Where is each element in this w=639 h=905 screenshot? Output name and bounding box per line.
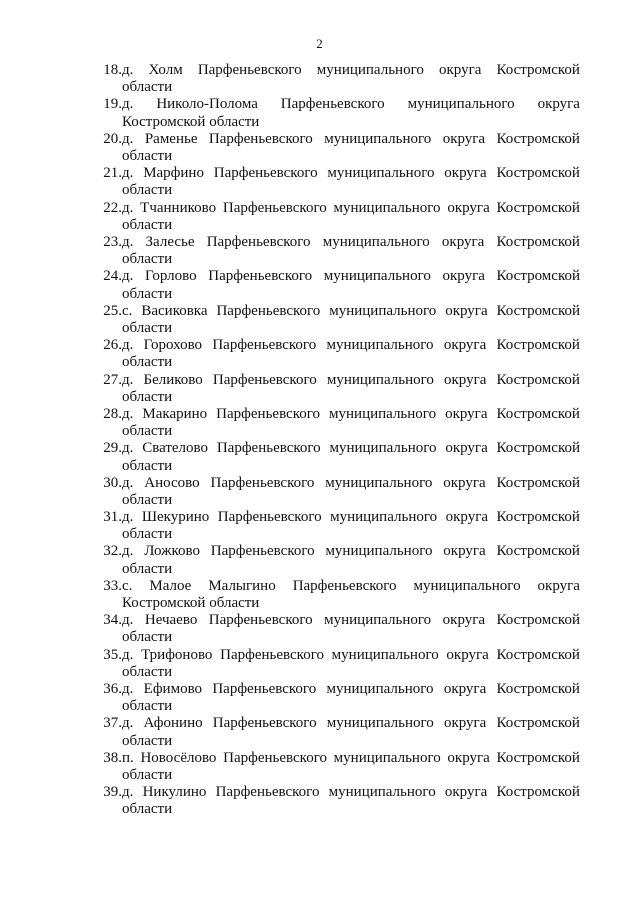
- word: Костромской: [496, 749, 580, 766]
- list-item-line-2: Костромской области: [122, 595, 260, 612]
- list-item-number: [86, 268, 122, 302]
- word: д.: [122, 165, 134, 182]
- list-item-number-text: 37.: [103, 715, 122, 732]
- word: Шекурино: [141, 509, 210, 526]
- word: Новосёлово: [140, 749, 217, 766]
- list-item-line-1: [122, 234, 580, 251]
- list-item-number: [86, 715, 122, 749]
- list-item-text: [122, 784, 580, 818]
- word: Парфеньевского: [208, 130, 313, 147]
- list-item-number-text: 20.: [103, 130, 122, 147]
- word: Аносово: [144, 474, 200, 491]
- list-item-line-1: [122, 62, 580, 79]
- word: округа: [442, 612, 486, 629]
- list-item-number: [86, 406, 122, 440]
- list-item-line-1: [122, 543, 580, 560]
- word: Малое: [149, 577, 192, 594]
- word: Горлово: [145, 268, 197, 285]
- list-item-number-text: 28.: [103, 405, 122, 422]
- word: Парфеньевского: [197, 62, 302, 78]
- list-item-number: [86, 131, 122, 165]
- word: Никулино: [142, 784, 207, 801]
- list-item-line-1: [122, 337, 580, 354]
- list-item-number: [86, 475, 122, 509]
- word: Холм: [148, 62, 183, 78]
- word: д.: [122, 681, 134, 698]
- word: муниципального: [329, 440, 437, 457]
- list-item-number: [86, 337, 122, 371]
- word: д.: [122, 199, 134, 216]
- list-item-line-2: области: [122, 698, 173, 715]
- word: д.: [122, 96, 134, 113]
- word: округа: [447, 199, 490, 216]
- list-item-number: [86, 303, 122, 337]
- word: муниципального: [326, 715, 434, 732]
- list-item: [86, 612, 580, 646]
- list-item: [86, 372, 580, 406]
- list-item-text: [122, 475, 580, 509]
- list-item-number-text: 19.: [103, 96, 122, 113]
- list-item-number-text: 32.: [103, 543, 122, 560]
- list-item-line-2: области: [122, 767, 173, 784]
- word: д.: [122, 715, 134, 732]
- list-item: [86, 165, 580, 199]
- list-item-line-1: [122, 784, 580, 801]
- word: д.: [122, 268, 134, 285]
- list-item-line-2: области: [122, 560, 173, 577]
- list-item-number: [86, 509, 122, 543]
- list-item-number: [86, 165, 122, 199]
- word: округа: [444, 165, 487, 182]
- list-item-number: [86, 62, 122, 96]
- list-item-number: [86, 647, 122, 681]
- list-item-number-text: 34.: [103, 612, 122, 629]
- list-item-number: [86, 784, 122, 818]
- word: Парфеньевского: [217, 509, 322, 526]
- word: округа: [537, 577, 580, 594]
- list-item-number: [86, 372, 122, 406]
- list-item-line-2: области: [122, 388, 173, 405]
- word: муниципального: [325, 543, 433, 560]
- word: Свателово: [142, 440, 209, 457]
- word: муниципального: [326, 337, 434, 354]
- word: муниципального: [325, 474, 433, 491]
- list-item-number-text: 35.: [103, 646, 122, 663]
- list-item-text: [122, 543, 580, 577]
- word: Тчанниково: [140, 199, 217, 216]
- word: д.: [122, 646, 134, 663]
- word: Парфеньевского: [208, 268, 313, 285]
- word: округа: [443, 543, 486, 560]
- word: д.: [122, 474, 134, 491]
- list-item-line-2: области: [122, 801, 173, 818]
- word: Парфеньевского: [216, 405, 321, 422]
- word: Парфеньевского: [215, 784, 320, 801]
- word: округа: [442, 268, 485, 285]
- word: округа: [438, 62, 482, 78]
- word: Парфеньевского: [223, 749, 327, 766]
- word: Парфеньевского: [213, 165, 318, 182]
- list-item-line-1: [122, 268, 580, 285]
- list-item-number-text: 29.: [103, 440, 122, 457]
- word: округа: [445, 440, 488, 457]
- word: муниципального: [324, 612, 432, 629]
- list-item-number-text: 23.: [103, 233, 122, 250]
- list-item-line-1: [122, 647, 580, 664]
- list-item-line-1: [122, 96, 580, 113]
- list-item-number: [86, 440, 122, 474]
- list-item: [86, 475, 580, 509]
- word: муниципального: [328, 784, 436, 801]
- word: п.: [122, 749, 134, 766]
- word: муниципального: [327, 165, 435, 182]
- word: Нечаево: [144, 612, 198, 629]
- word: округа: [446, 646, 489, 663]
- list-item-number-text: 30.: [103, 474, 122, 491]
- word: муниципального: [326, 371, 434, 388]
- word: Парфеньевского: [212, 337, 317, 354]
- list-item-text: [122, 96, 580, 130]
- settlement-list: [86, 62, 580, 819]
- word: Марфино: [143, 165, 204, 182]
- word: муниципального: [323, 268, 431, 285]
- list-item-number-text: 22.: [103, 199, 122, 216]
- list-item-text: [122, 440, 580, 474]
- list-item-line-2: области: [122, 526, 173, 543]
- word: муниципального: [326, 681, 434, 698]
- word: муниципального: [413, 577, 521, 594]
- word: Николо-Полома: [156, 96, 258, 113]
- list-item: [86, 750, 580, 784]
- list-item-text: [122, 578, 580, 612]
- word: Парфеньевского: [212, 681, 317, 698]
- list-item-line-1: [122, 200, 580, 217]
- word: Костромской: [496, 509, 580, 526]
- word: Горохово: [143, 337, 203, 354]
- word: округа: [447, 749, 490, 766]
- word: Макарино: [142, 405, 208, 422]
- word: округа: [443, 681, 487, 698]
- list-item-line-2: области: [122, 663, 173, 680]
- list-item-line-2: области: [122, 629, 173, 646]
- list-item-text: [122, 647, 580, 681]
- list-item: [86, 268, 580, 302]
- list-item: [86, 131, 580, 165]
- word: муниципального: [333, 749, 441, 766]
- word: Парфеньевского: [212, 371, 317, 388]
- word: д.: [122, 543, 134, 560]
- list-item-line-2: области: [122, 285, 173, 302]
- word: Парфеньевского: [208, 612, 313, 629]
- word: д.: [122, 784, 134, 801]
- word: д.: [122, 337, 134, 354]
- word: муниципального: [324, 130, 432, 147]
- word: Ложково: [144, 543, 200, 560]
- list-item-line-2: области: [122, 457, 173, 474]
- word: Костромской: [496, 233, 580, 250]
- list-item-number-text: 18.: [103, 62, 122, 78]
- word: Парфеньевского: [222, 199, 327, 216]
- word: д.: [122, 233, 134, 250]
- list-item-line-2: Костромской области: [122, 113, 260, 130]
- word: Парфеньевского: [220, 646, 324, 663]
- list-item-line-1: [122, 681, 580, 698]
- word: Костромской: [496, 405, 580, 422]
- list-item-text: [122, 406, 580, 440]
- page-number: 2: [316, 36, 323, 51]
- list-item-line-1: [122, 440, 580, 457]
- list-item: [86, 96, 580, 130]
- word: д.: [122, 405, 134, 422]
- word: Костромской: [496, 681, 580, 698]
- word: д.: [122, 612, 134, 629]
- list-item-number: [86, 96, 122, 130]
- list-item-number-text: 33.: [103, 577, 122, 594]
- list-item-number: [86, 612, 122, 646]
- word: Костромской: [496, 543, 580, 560]
- word: округа: [443, 474, 486, 491]
- list-item-number-text: 39.: [103, 784, 122, 801]
- word: округа: [537, 96, 580, 113]
- word: с.: [122, 577, 133, 594]
- word: муниципального: [322, 233, 430, 250]
- list-item-text: [122, 372, 580, 406]
- list-item: [86, 303, 580, 337]
- word: Парфеньевского: [216, 440, 321, 457]
- word: муниципального: [331, 646, 439, 663]
- list-item-number-text: 25.: [103, 302, 122, 319]
- list-item: [86, 578, 580, 612]
- word: Парфеньевского: [212, 715, 317, 732]
- word: Трифоново: [141, 646, 213, 663]
- list-item: [86, 406, 580, 440]
- list-item-number-text: 31.: [103, 509, 122, 526]
- list-item-line-2: области: [122, 354, 173, 371]
- list-item-number-text: 38.: [103, 749, 122, 766]
- word: округа: [443, 337, 487, 354]
- word: муниципального: [333, 199, 441, 216]
- list-item-text: [122, 612, 580, 646]
- word: д.: [122, 371, 134, 388]
- list-item-line-1: [122, 509, 580, 526]
- word: Беликово: [143, 371, 203, 388]
- list-item: [86, 681, 580, 715]
- list-item-line-1: [122, 715, 580, 732]
- list-item-line-2: области: [122, 147, 173, 164]
- list-item-line-1: [122, 303, 580, 320]
- list-item-number: [86, 578, 122, 612]
- list-item: [86, 784, 580, 818]
- list-item-line-2: области: [122, 251, 173, 268]
- word: округа: [443, 715, 487, 732]
- list-item-line-2: области: [122, 423, 173, 440]
- list-item: [86, 337, 580, 371]
- list-item-number: [86, 234, 122, 268]
- word: муниципального: [407, 96, 515, 113]
- list-item: [86, 200, 580, 234]
- word: округа: [445, 302, 488, 319]
- list-item-line-1: [122, 750, 580, 767]
- word: муниципального: [329, 302, 437, 319]
- word: Парфеньевского: [280, 96, 385, 113]
- word: Парфеньевского: [206, 233, 311, 250]
- word: округа: [445, 405, 488, 422]
- list-item-number-text: 26.: [103, 337, 122, 354]
- word: муниципального: [329, 405, 437, 422]
- list-item-line-1: [122, 475, 580, 492]
- list-item: [86, 715, 580, 749]
- list-item-text: [122, 200, 580, 234]
- word: Костромской: [496, 337, 580, 354]
- list-item: [86, 647, 580, 681]
- list-item-line-2: области: [122, 319, 173, 336]
- word: Парфеньевского: [210, 543, 315, 560]
- word: д.: [122, 130, 134, 147]
- list-item-line-2: области: [122, 182, 173, 199]
- word: Костромской: [496, 612, 580, 629]
- list-item-number-text: 36.: [103, 681, 122, 698]
- list-item-line-2: области: [122, 491, 173, 508]
- list-item-line-2: области: [122, 79, 173, 96]
- word: Раменье: [144, 130, 198, 147]
- word: Залесье: [145, 233, 195, 250]
- word: Парфеньевского: [292, 577, 397, 594]
- word: с.: [122, 302, 133, 319]
- list-item: [86, 234, 580, 268]
- list-item-line-1: [122, 612, 580, 629]
- list-item-text: [122, 62, 580, 96]
- list-item: [86, 62, 580, 96]
- word: Костромской: [496, 784, 580, 801]
- list-item-text: [122, 715, 580, 749]
- word: Костромской: [496, 62, 580, 78]
- word: округа: [443, 371, 487, 388]
- word: д.: [122, 62, 134, 78]
- word: округа: [441, 233, 485, 250]
- list-item-text: [122, 268, 580, 302]
- word: Костромской: [496, 165, 580, 182]
- list-item-text: [122, 131, 580, 165]
- word: Васиковка: [141, 302, 208, 319]
- list-item-text: [122, 509, 580, 543]
- word: округа: [444, 784, 488, 801]
- word: Костромской: [496, 474, 580, 491]
- list-item-number-text: 27.: [103, 371, 122, 388]
- word: д.: [122, 509, 134, 526]
- list-item-number: [86, 750, 122, 784]
- word: Ефимово: [143, 681, 203, 698]
- list-item-number: [86, 543, 122, 577]
- list-item-number-text: 24.: [103, 268, 122, 285]
- word: д.: [122, 440, 134, 457]
- list-item-line-2: области: [122, 732, 173, 749]
- list-item-text: [122, 337, 580, 371]
- list-item-text: [122, 750, 580, 784]
- word: Костромской: [496, 268, 580, 285]
- word: Костромской: [496, 371, 580, 388]
- list-item-text: [122, 234, 580, 268]
- word: округа: [442, 130, 486, 147]
- list-item-line-1: [122, 131, 580, 148]
- word: Парфеньевского: [210, 474, 315, 491]
- list-item-number-text: 21.: [103, 165, 122, 182]
- word: муниципального: [330, 509, 438, 526]
- list-item-number: [86, 681, 122, 715]
- list-item-line-2: области: [122, 216, 173, 233]
- word: муниципального: [316, 62, 424, 78]
- list-item-text: [122, 681, 580, 715]
- word: Костромской: [496, 440, 580, 457]
- word: Костромской: [496, 715, 580, 732]
- word: Костромской: [496, 199, 580, 216]
- list-item-text: [122, 303, 580, 337]
- list-item-text: [122, 165, 580, 199]
- word: Афонино: [143, 715, 203, 732]
- word: Костромской: [496, 302, 580, 319]
- list-item: [86, 543, 580, 577]
- word: округа: [445, 509, 489, 526]
- word: Костромской: [496, 646, 580, 663]
- word: Малыгино: [208, 577, 276, 594]
- word: Костромской: [496, 130, 580, 147]
- list-item-number: [86, 200, 122, 234]
- list-item: [86, 440, 580, 474]
- list-item-line-1: [122, 372, 580, 389]
- list-item-line-1: [122, 578, 580, 595]
- list-item-line-1: [122, 406, 580, 423]
- list-item: [86, 509, 580, 543]
- list-item-line-1: [122, 165, 580, 182]
- word: Парфеньевского: [216, 302, 321, 319]
